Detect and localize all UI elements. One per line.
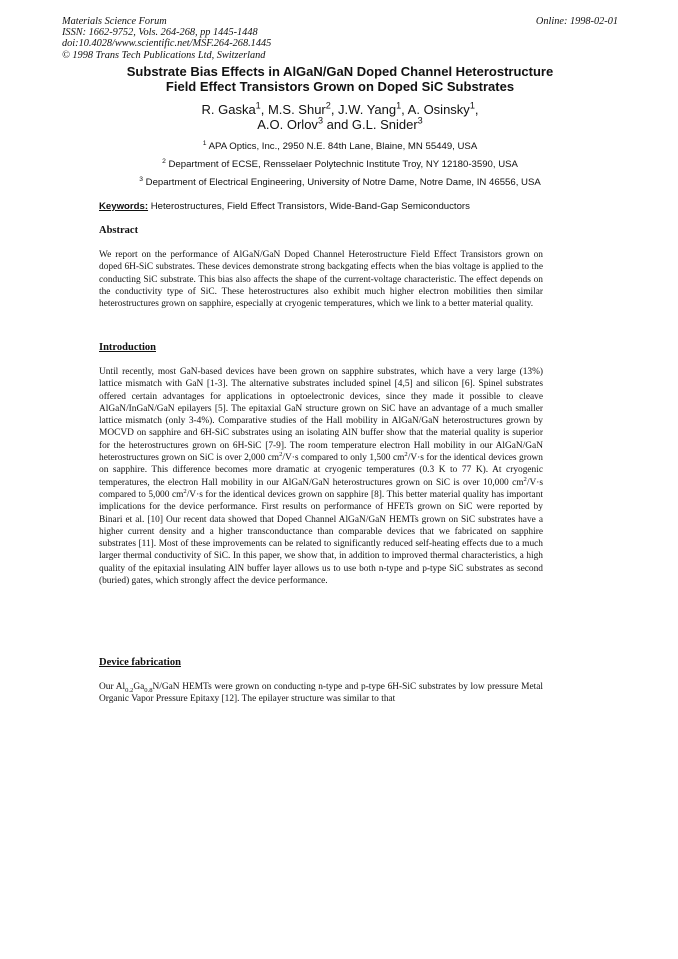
intro-text-run: /V·s for the identical devices grown on sapphire [8]. This better material quality has important implications for the device performance. First results on performance of HFETs grown on SiC were reported by Binari et al. [10] Our recent data showed that Doped Channel AlGaN/GaN HEMTs grown on SiC substrates have a higher current density and a higher transconductance than comparable devices that we fabricated on sapphire substrates [11]. Most of these improvements can be related to significantly reduced self-heating effects due to a much larger thermal conductivity of SiC. In this paper, we show that, in addition to improved thermal characteristics, a high quality of the epitaxial insulating AlN buffer layer allows us to use both n-type and p-type SiC substrates as second (buried) gates, which strongly affect the device performance. <box>99 489 543 587</box>
author-affil-mark: 1 <box>469 100 475 111</box>
intro-text-run: Until recently, most GaN-based devices have been grown on sapphire substrates, which have a very large (13%) lattice mismatch with GaN [1-3]. The alternative substrates included spinel [4,5] and silicon [6]. Spinel substrates offered certain advantages for applications in optoelectronic devices, since they made it possible to cleave AlGaN/InGaN/GaN epilayers [5]. The epitaxial GaN structure grown on SiC have an advantage of a much smaller lattice mismatch (only 3-4%). Comparative studies of the Hall mobility in AlGaN/GaN heterostructures grown by MOCVD on sapphire and 6H-SiC substrates using an isolating AlN buffer show that the material quality is superior for the heterostructures grown on 6H-SiC [7-9]. The room temperature electron Hall mobility in our AlGaN/GaN heterostructures grown on SiC is over 2,000 cm <box>99 367 543 464</box>
superscript-2: 2 <box>183 487 187 495</box>
intro-text-run: /V·s for the identical devices grown on sapphire. This difference becomes more dramatic at cryogenic temperatures (0.3 K to 77 K). At cryogenic temperatures, the electron Hall mobility in our AlGaN/GaN heterostructures grown on SiC is over 10,000 cm <box>99 453 543 488</box>
device-text-run: Our Al <box>99 682 126 692</box>
superscript-2: 2 <box>523 475 527 483</box>
author-affil-mark: 2 <box>325 100 331 111</box>
journal-doi[interactable]: doi:10.4028/www.scientific.net/MSF.264-268.1445 <box>62 38 272 50</box>
device-text-run: N/GaN HEMTs were grown on conducting n-type and p-type 6H-SiC substrates by low pressure Metal Organic Vapor Pressure Epitaxy [12]. The epilayer structure was similar to that <box>99 682 544 705</box>
author-list <box>62 102 618 132</box>
intro-text-run: /V·s compared to 5,000 cm <box>99 477 543 500</box>
keywords <box>99 201 470 212</box>
device-text-run: Ga <box>133 682 145 692</box>
subscript: 0.2 <box>125 686 134 694</box>
author: , J.W. Yang <box>330 102 397 117</box>
author-line-2 <box>62 117 618 132</box>
title-line-2: Field Effect Transistors Grown on Doped SiC Substrates <box>165 78 515 94</box>
affiliation-list <box>62 141 618 195</box>
author: A.O. Orlov <box>257 117 318 132</box>
affiliation-mark: 3 <box>139 175 143 183</box>
affiliation <box>62 177 618 188</box>
author-affil-mark: 3 <box>317 115 323 126</box>
affiliation-text: APA Optics, Inc., 2950 N.E. 84th Lane, Blaine, MN 55449, USA <box>206 141 478 152</box>
author: R. Gaska <box>201 102 256 117</box>
paper-title <box>62 65 618 94</box>
intro-text-run: /V·s compared to only 1,500 cm <box>282 453 405 464</box>
introduction-text <box>99 366 543 587</box>
device-fabrication-section <box>99 657 543 706</box>
author-affil-mark: 1 <box>255 100 261 111</box>
abstract-heading: Abstract <box>99 225 139 236</box>
author: and G.L. Snider <box>323 117 418 132</box>
device-fabrication-text <box>99 681 543 706</box>
author-line-1 <box>62 102 618 117</box>
superscript-2: 2 <box>279 450 283 458</box>
affiliation-mark: 1 <box>202 139 207 147</box>
affiliation-text: Department of Electrical Engineering, University of Notre Dame, Notre Dame, IN 46556, USA <box>142 177 541 188</box>
superscript-2: 2 <box>404 450 408 458</box>
abstract-text: We report on the performance of AlGaN/GaN Doped Channel Heterostructure Field Effect Transistors grown on doped 6H-SiC substrates. These devices demonstrate strong backgating effects when the bias voltage is applied to the conducting SiC substrate. This bias also affects the shape of the current-voltage characteristic. The effect depends on the conductivity type of SiC. These heterostructures also exhibit much higher electron mobilities then similar heterostructures grown on sapphire, especially at cryogenic temperatures, which we link to a better material quality. <box>99 250 543 310</box>
author-separator: , <box>474 102 479 117</box>
abstract-section <box>99 225 543 310</box>
introduction-heading: Introduction <box>99 342 156 353</box>
journal-name: Materials Science Forum <box>62 16 167 27</box>
author-affil-mark: 1 <box>396 100 402 111</box>
affiliation <box>62 159 618 170</box>
introduction-section <box>99 342 543 587</box>
affiliation <box>62 141 618 152</box>
journal-issn: ISSN: 1662-9752, Vols. 264-268, pp 1445-1448 <box>62 27 258 39</box>
journal-copyright: © 1998 Trans Tech Publications Ltd, Switzerland <box>62 49 266 61</box>
online-date: Online: 1998-02-01 <box>535 16 618 27</box>
affiliation-mark: 2 <box>162 157 166 165</box>
subscript: 0.8 <box>144 686 153 694</box>
author-affil-mark: 3 <box>417 115 423 126</box>
device-fabrication-heading: Device fabrication <box>99 657 181 668</box>
keywords-text: Heterostructures, Field Effect Transistors, Wide-Band-Gap Semiconductors <box>148 201 470 212</box>
author: , A. Osinsky <box>401 102 470 117</box>
author: , M.S. Shur <box>260 102 326 117</box>
keywords-label: Keywords: <box>99 201 149 212</box>
journal-header <box>62 16 618 61</box>
title-line-1: Substrate Bias Effects in AlGaN/GaN Doped Channel Heterostructure <box>126 64 554 79</box>
affiliation-text: Department of ECSE, Rensselaer Polytechnic Institute Troy, NY 12180-3590, USA <box>165 159 518 170</box>
